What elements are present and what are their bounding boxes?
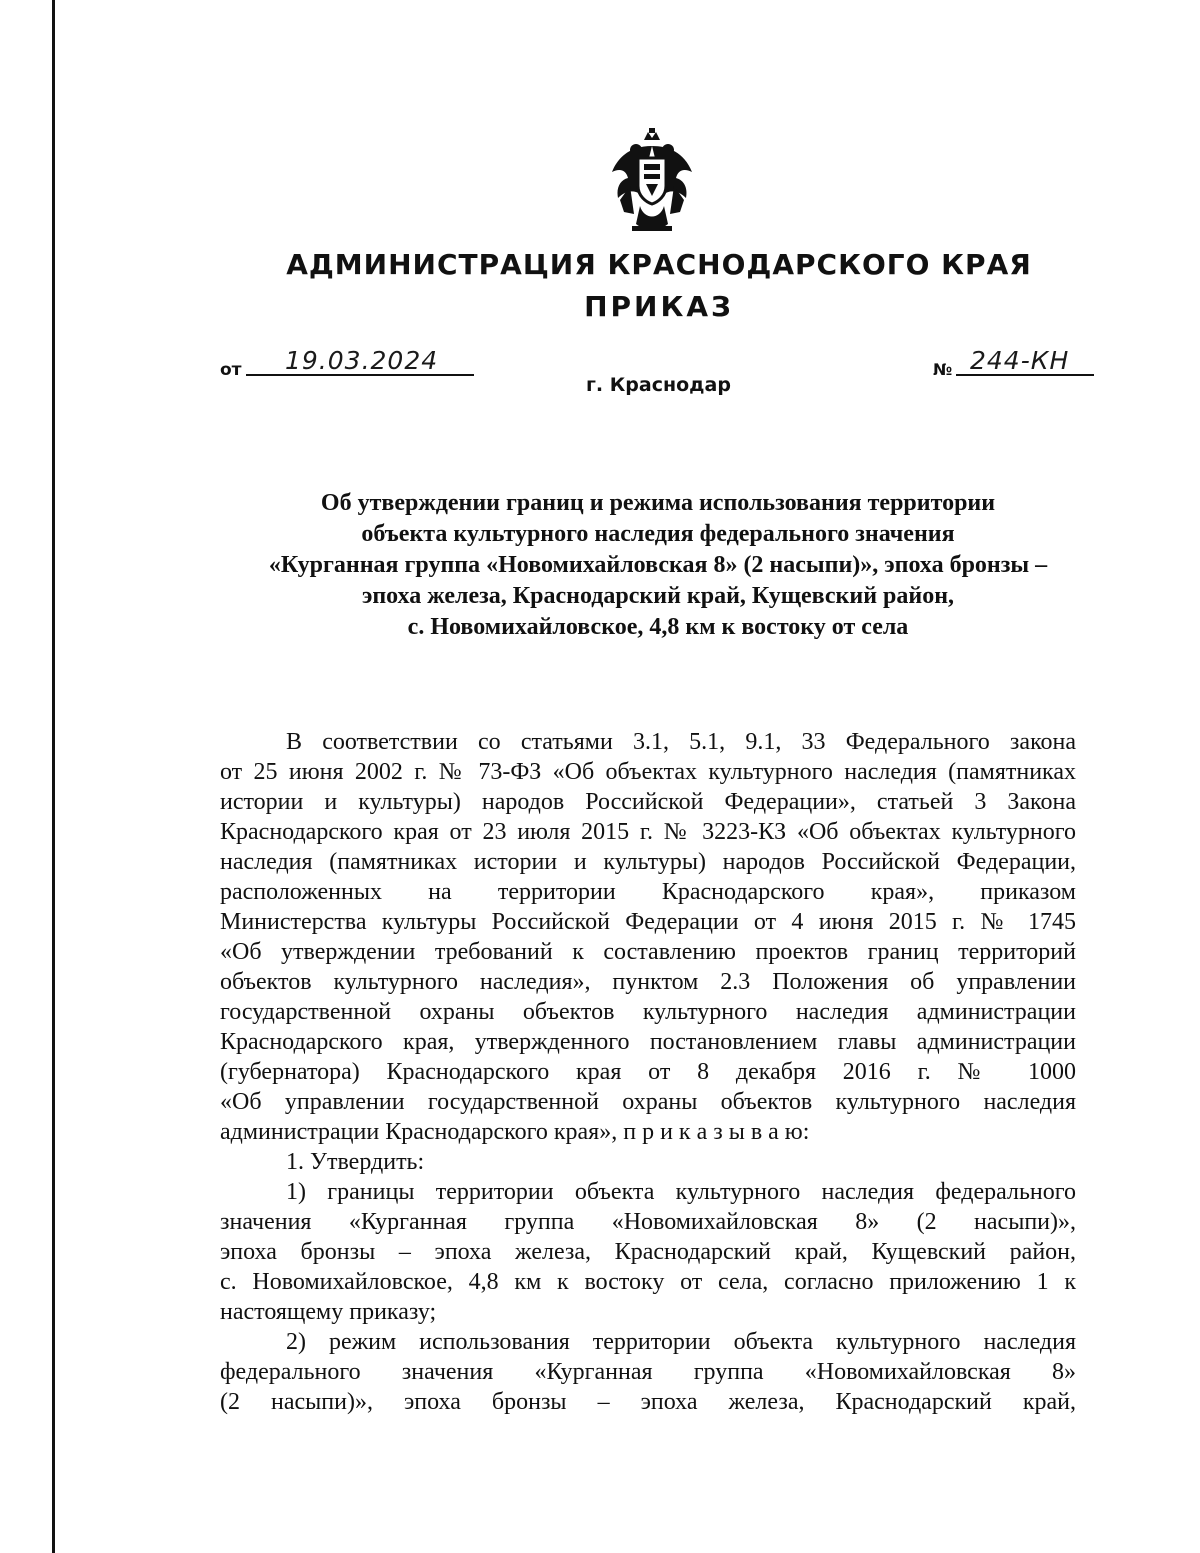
body-line: 1. Утвердить: bbox=[286, 1149, 425, 1175]
body-line: расположенных на территории Краснодарского края», приказом bbox=[220, 879, 1076, 905]
body-line: федерального значения «Курганная группа «Новомихайловская 8» bbox=[220, 1359, 1076, 1385]
city-name: г. Краснодар bbox=[586, 374, 731, 396]
body-line: государственной охраны объектов культурного наследия администрации bbox=[220, 999, 1076, 1025]
heading-line: с. Новомихайловское, 4,8 км к востоку от села bbox=[407, 614, 909, 640]
body-line: «Об управлении государственной охраны объектов культурного наследия bbox=[220, 1089, 1076, 1115]
body-line: 1) границы территории объекта культурного наследия федерального bbox=[286, 1179, 1076, 1205]
body-line: эпоха бронзы – эпоха железа, Краснодарский край, Кущевский район, bbox=[220, 1239, 1076, 1265]
body-line: (2 насыпи)», эпоха бронзы – эпоха железа, Краснодарский край, bbox=[220, 1389, 1076, 1415]
date-value: 19.03.2024 bbox=[285, 346, 439, 375]
heading-line: эпоха железа, Краснодарский край, Кущевский район, bbox=[361, 583, 955, 609]
body-line: (губернатора) Краснодарского края от 8 декабря 2016 г. № 1000 bbox=[220, 1059, 1076, 1085]
coat-of-arms-icon bbox=[606, 128, 698, 234]
heading-line: «Курганная группа «Новомихайловская 8» (2 насыпи)», эпоха бронзы – bbox=[268, 552, 1048, 578]
body-line: настоящему приказу; bbox=[220, 1299, 437, 1325]
body-line: значения «Курганная группа «Новомихайловская 8» (2 насыпи)», bbox=[220, 1209, 1076, 1235]
body-line: от 25 июня 2002 г. № 73-ФЗ «Об объектах культурного наследия (памятниках bbox=[220, 759, 1076, 785]
body-line: «Об утверждении требований к составлению проектов границ территорий bbox=[220, 939, 1076, 965]
scan-edge-line bbox=[52, 0, 55, 1553]
body-line: наследия (памятниках истории и культуры) народов Российской Федерации, bbox=[220, 849, 1076, 875]
organization-title: АДМИНИСТРАЦИЯ КРАСНОДАРСКОГО КРАЯ bbox=[286, 248, 1032, 281]
document-type: ПРИКАЗ bbox=[584, 290, 734, 323]
body-line: Краснодарского края, утвержденного постановлением главы администрации bbox=[220, 1029, 1076, 1055]
body-line: администрации Краснодарского края», п р и к а з ы в а ю: bbox=[220, 1119, 810, 1145]
number-value: 244-КН bbox=[970, 346, 1070, 375]
body-line: 2) режим использования территории объекта культурного наследия bbox=[286, 1329, 1076, 1355]
document-body bbox=[220, 727, 1076, 1417]
heading-line: Об утверждении границ и режима использования территории bbox=[320, 490, 996, 516]
heading-line: объекта культурного наследия федерального значения bbox=[361, 521, 955, 547]
body-line: объектов культурного наследия», пунктом 2.3 Положения об управлении bbox=[220, 969, 1076, 995]
body-line: В соответствии со статьями 3.1, 5.1, 9.1, 33 Федерального закона bbox=[286, 729, 1076, 755]
document-heading bbox=[200, 488, 1116, 643]
body-line: с. Новомихайловское, 4,8 км к востоку от села, согласно приложению 1 к bbox=[220, 1269, 1076, 1295]
body-line: Краснодарского края от 23 июля 2015 г. № 3223-КЗ «Об объектах культурного bbox=[220, 819, 1076, 845]
body-line: Министерства культуры Российской Федерации от 4 июня 2015 г. № 1745 bbox=[220, 909, 1076, 935]
date-label: от bbox=[220, 360, 242, 380]
body-line: истории и культуры) народов Российской Федерации», статьей 3 Закона bbox=[220, 789, 1076, 815]
number-label: № bbox=[933, 360, 953, 379]
